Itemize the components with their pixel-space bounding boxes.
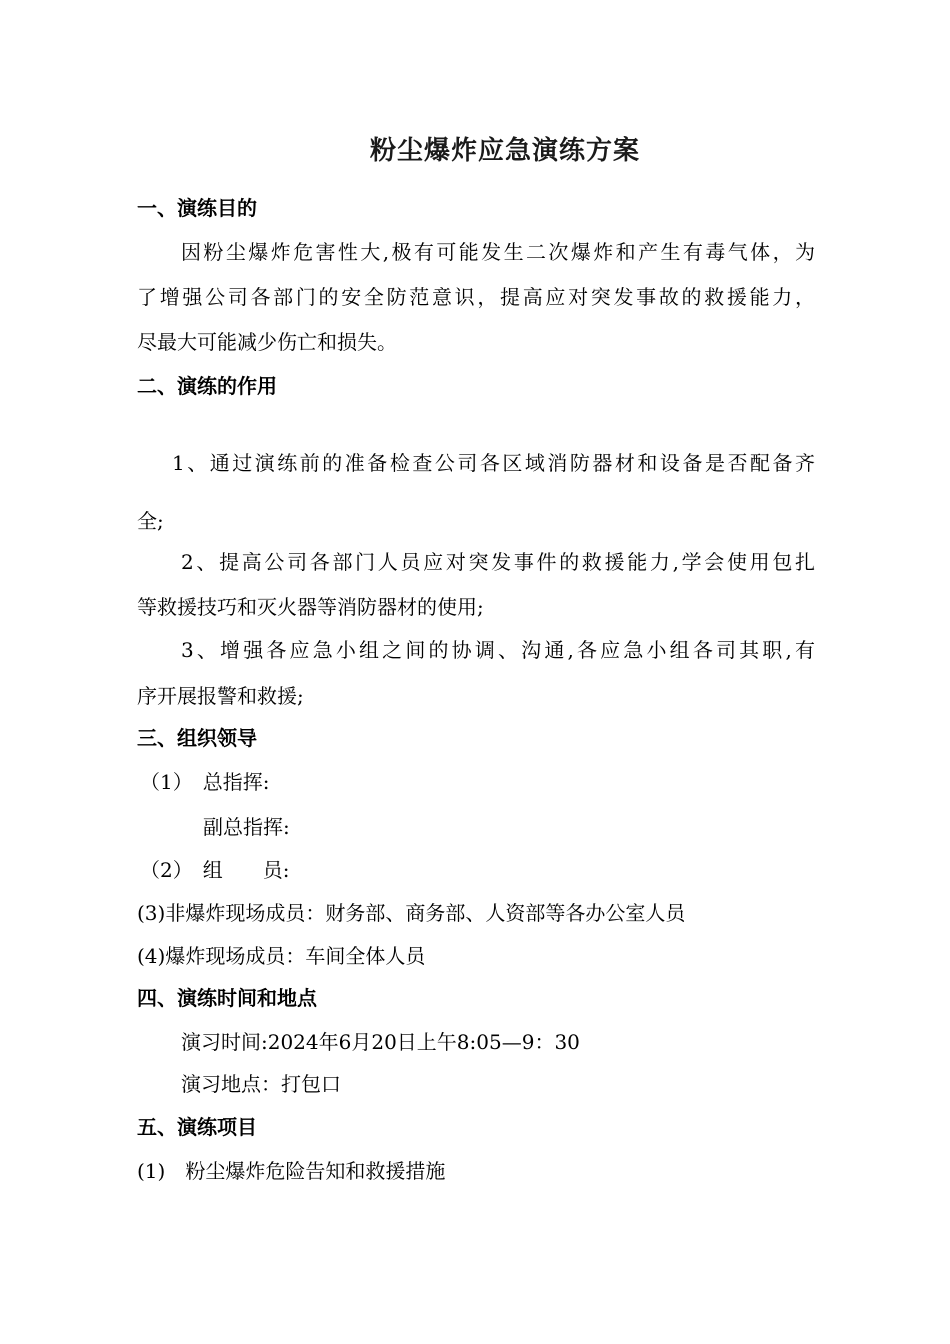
paragraph-line: 因粉尘爆炸危害性大,极有可能发生二次爆炸和产生有毒气体，为 xyxy=(181,240,815,264)
section-heading-time-place: 四、演练时间和地点 xyxy=(137,986,317,1010)
section-heading-role: 二、演练的作用 xyxy=(137,374,277,398)
section-heading-purpose: 一、演练目的 xyxy=(137,196,257,220)
paragraph-line: 序开展报警和救援; xyxy=(137,684,304,708)
list-item: （1） 总指挥: xyxy=(140,770,270,794)
document-title: 粉尘爆炸应急演练方案 xyxy=(369,136,640,166)
list-item: （2） 组 员: xyxy=(140,858,290,882)
paragraph-line: 了增强公司各部门的安全防范意识，提高应对突发事故的救援能力， xyxy=(137,285,815,309)
paragraph-line: 全; xyxy=(137,509,164,533)
list-item: (4)爆炸现场成员：车间全体人员 xyxy=(137,944,426,968)
paragraph-line: 2、提高公司各部门人员应对突发事件的救援能力,学会使用包扎 xyxy=(181,550,815,574)
section-heading-leadership: 三、组织领导 xyxy=(137,726,257,750)
paragraph-line: 尽最大可能减少伤亡和损失。 xyxy=(137,330,397,354)
drill-location: 演习地点：打包口 xyxy=(181,1072,341,1096)
paragraph-line: 3、增强各应急小组之间的协调、沟通,各应急小组各司其职,有 xyxy=(181,638,815,662)
drill-time: 演习时间:2024年6月20日上午8:05—9：30 xyxy=(181,1030,580,1054)
list-item: (3)非爆炸现场成员：财务部、商务部、人资部等各办公室人员 xyxy=(137,901,686,925)
list-item: 副总指挥: xyxy=(203,815,290,839)
section-heading-items: 五、演练项目 xyxy=(137,1115,257,1139)
paragraph-line: 1、通过演练前的准备检查公司各区域消防器材和设备是否配备齐 xyxy=(172,451,815,475)
paragraph-line: 等救援技巧和灭火器等消防器材的使用; xyxy=(137,595,484,619)
list-item: (1) 粉尘爆炸危险告知和救援措施 xyxy=(137,1159,446,1183)
